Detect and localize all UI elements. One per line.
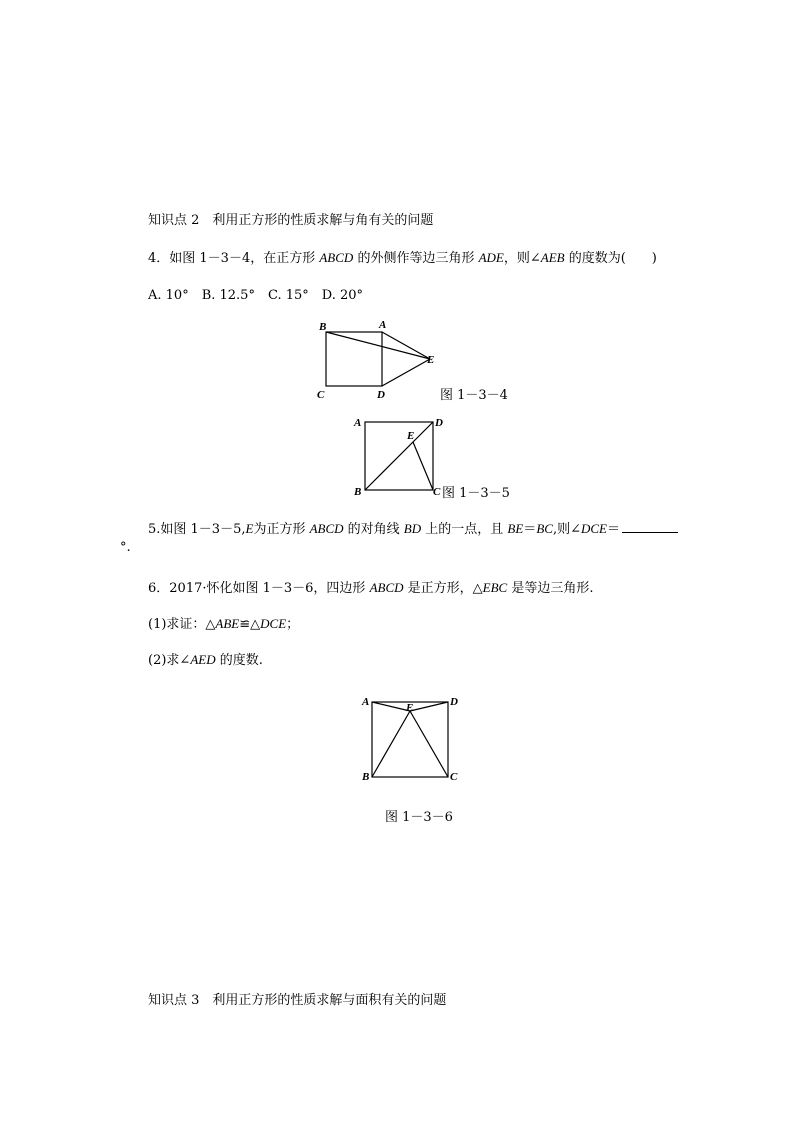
question-4-options: A. 10° B. 12.5° C. 15° D. 20° bbox=[148, 288, 364, 303]
segment-de bbox=[382, 359, 430, 386]
section-heading-kp3: 知识点 3 利用正方形的性质求解与面积有关的问题 bbox=[148, 993, 447, 1008]
caption-figure-1-3-5: 图 1－3－5 bbox=[442, 486, 510, 501]
figure-1-3-5 bbox=[350, 412, 450, 502]
segment-ce bbox=[413, 442, 433, 490]
segment-be bbox=[326, 332, 430, 359]
label-e: E bbox=[407, 430, 415, 442]
segment-ae bbox=[372, 702, 410, 711]
figure-1-3-6 bbox=[358, 692, 468, 787]
diagonal-bd bbox=[365, 422, 433, 490]
segment-be bbox=[372, 711, 410, 777]
segment-ae bbox=[382, 332, 430, 359]
label-c: C bbox=[317, 389, 325, 401]
label-b: B bbox=[362, 771, 370, 783]
label-e: E bbox=[427, 354, 435, 366]
section-heading-kp2: 知识点 2 利用正方形的性质求解与角有关的问题 bbox=[148, 213, 434, 228]
label-b: B bbox=[319, 321, 327, 333]
label-d: D bbox=[435, 417, 443, 429]
question-4-text: 4．如图 1－3－4，在正方形 ABCD 的外侧作等边三角形 ADE，则∠AEB 的度数为( ) bbox=[148, 250, 657, 266]
question-6-part-1: (1)求证：△ABE≌△DCE； bbox=[148, 616, 300, 632]
label-d: D bbox=[450, 696, 458, 708]
label-a: A bbox=[354, 417, 362, 429]
caption-figure-1-3-6: 图 1－3－6 bbox=[385, 810, 453, 825]
label-c: C bbox=[450, 771, 458, 783]
caption-figure-1-3-4: 图 1－3－4 bbox=[440, 388, 508, 403]
segment-de bbox=[410, 702, 448, 711]
question-5-tail: °. bbox=[120, 540, 131, 555]
square-abcd bbox=[326, 332, 382, 386]
label-d: D bbox=[377, 389, 385, 401]
answer-blank[interactable] bbox=[622, 520, 678, 533]
label-a: A bbox=[362, 696, 370, 708]
label-c: C bbox=[433, 486, 441, 498]
figure-1-3-4 bbox=[310, 318, 450, 403]
question-5-text: 5.如图 1－3－5,E为正方形 ABCD 的对角线 BD 上的一点，且 BE＝BC,则∠DCE＝ bbox=[148, 520, 678, 538]
label-a: A bbox=[379, 319, 387, 331]
segment-ce bbox=[410, 711, 448, 777]
label-e: E bbox=[406, 702, 414, 714]
question-6-text: 6．2017·怀化如图 1－3－6，四边形 ABCD 是正方形，△EBC 是等边三角形. bbox=[148, 580, 594, 596]
question-6-part-2: (2)求∠AED 的度数. bbox=[148, 652, 263, 668]
label-b: B bbox=[354, 486, 362, 498]
